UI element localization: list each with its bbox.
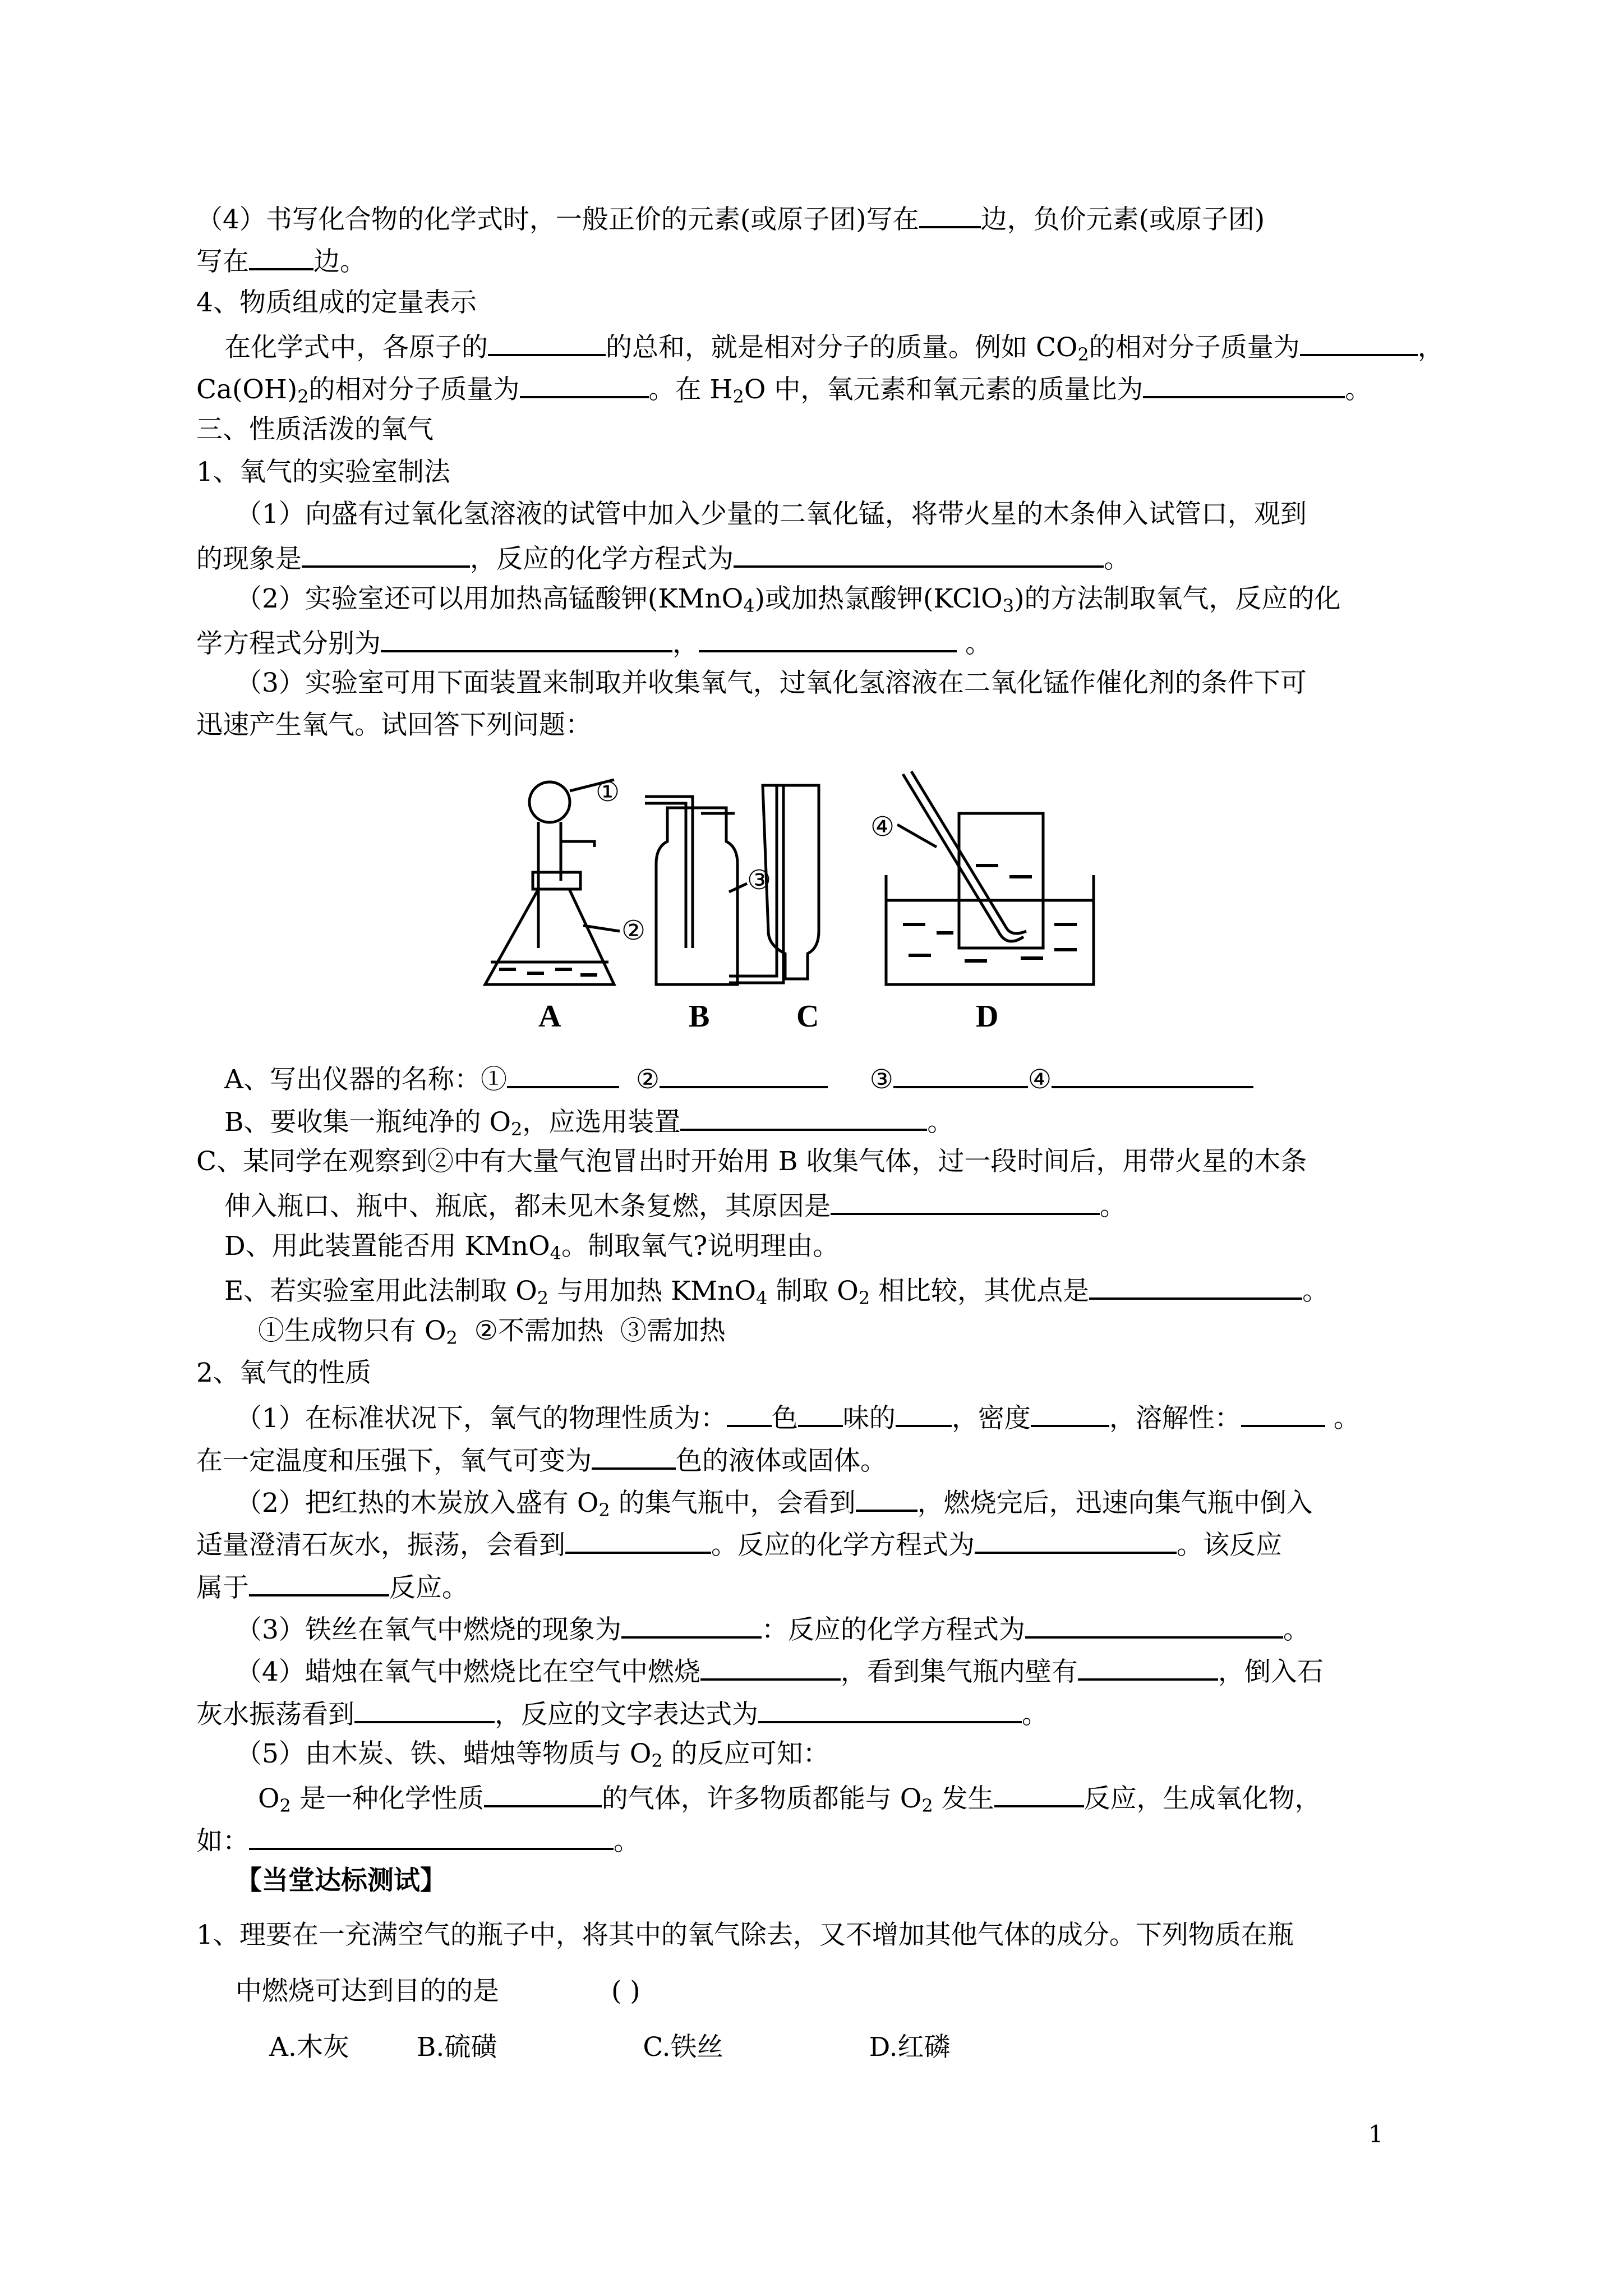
blank[interactable] bbox=[758, 1695, 1022, 1723]
blank[interactable] bbox=[621, 1611, 762, 1639]
label-d: D bbox=[976, 999, 999, 1034]
text: 。 bbox=[1333, 1403, 1360, 1434]
text: B、要收集一瓶纯净的 O bbox=[224, 1107, 511, 1138]
blank[interactable] bbox=[1143, 370, 1345, 398]
text: 。在 H bbox=[648, 374, 733, 405]
text: ，密度 bbox=[951, 1403, 1031, 1434]
blank[interactable] bbox=[1052, 1060, 1253, 1088]
apparatus-a bbox=[485, 780, 620, 984]
option-b[interactable]: B.硫磺 bbox=[416, 2032, 497, 2063]
blank[interactable] bbox=[381, 624, 672, 652]
blank[interactable] bbox=[660, 1060, 828, 1088]
option-c[interactable]: C.铁丝 bbox=[643, 2032, 723, 2063]
text: )的方法制取氧气，反应的化 bbox=[1014, 583, 1341, 614]
subscript: 3 bbox=[1002, 595, 1015, 616]
text: )或加热氯酸钾(KClO bbox=[754, 583, 1003, 614]
part3-title: 三、性质活泼的氧气 bbox=[196, 414, 434, 445]
p2-line3 bbox=[196, 1568, 468, 1605]
water-trough bbox=[886, 875, 1094, 984]
option-d[interactable]: D.红磷 bbox=[869, 2032, 951, 2063]
text: 是一种化学性质 bbox=[291, 1783, 484, 1814]
text: （3）铁丝在氧气中燃烧的现象为 bbox=[236, 1614, 621, 1645]
text: （2）把红热的木炭放入盛有 O bbox=[236, 1488, 599, 1519]
text: 适量澄清石灰水，振荡，会看到 bbox=[196, 1530, 565, 1561]
text: 发生 bbox=[933, 1783, 994, 1814]
q1-line1: （1）向盛有过氧化氢溶液的试管中加入少量的二氧化锰，将带火星的木条伸入试管口，观到 bbox=[236, 499, 1307, 530]
collecting-jar bbox=[959, 813, 1043, 948]
text: 的相对分子质量为 bbox=[308, 374, 520, 405]
label-a: A bbox=[538, 999, 561, 1034]
text: 。 bbox=[1104, 544, 1130, 574]
text: 的相对分子质量为 bbox=[1089, 332, 1300, 363]
text: 味的 bbox=[842, 1403, 896, 1434]
subscript: 2 bbox=[858, 1287, 870, 1309]
text: 。该反应 bbox=[1177, 1530, 1282, 1561]
part3-sub1: 1、氧气的实验室制法 bbox=[196, 457, 450, 487]
text: 。制取氧气?说明理由。 bbox=[561, 1231, 840, 1262]
option-1: ①生成物只有 O bbox=[258, 1315, 446, 1346]
subscript: 2 bbox=[511, 1119, 523, 1140]
blank[interactable] bbox=[1031, 1399, 1109, 1427]
text: 与用加热 KMnO bbox=[548, 1276, 757, 1306]
text: ② bbox=[635, 1064, 660, 1095]
p1-line2 bbox=[196, 1442, 887, 1478]
blank[interactable] bbox=[734, 540, 1104, 568]
sub2-title: 2、氧气的性质 bbox=[196, 1358, 371, 1388]
text: 。 bbox=[957, 628, 992, 659]
text: 中燃烧可达到目的的是 bbox=[236, 1976, 499, 2007]
blank[interactable] bbox=[1300, 328, 1418, 356]
test-q1-line2 bbox=[236, 1975, 640, 2008]
blank[interactable] bbox=[856, 1484, 917, 1512]
qB-line bbox=[224, 1103, 953, 1139]
text: 。 bbox=[1100, 1191, 1126, 1222]
page-number: 1 bbox=[1368, 2120, 1384, 2148]
text: 灰水振荡看到 bbox=[196, 1699, 354, 1730]
section4-title: 4、物质组成的定量表示 bbox=[196, 287, 477, 318]
answer-bracket[interactable]: ( ) bbox=[611, 1976, 640, 2007]
section4-line2 bbox=[196, 370, 1371, 407]
blank[interactable] bbox=[488, 328, 606, 356]
marker-3: ③ bbox=[747, 866, 772, 895]
option-2: ②不需加热 bbox=[474, 1315, 603, 1346]
text: 在一定温度和压强下，氧气可变为 bbox=[196, 1446, 592, 1476]
blank[interactable] bbox=[565, 1526, 711, 1554]
blank[interactable] bbox=[896, 1399, 952, 1427]
text: ，应选用装置 bbox=[522, 1107, 681, 1138]
blank[interactable] bbox=[302, 540, 470, 568]
text: 色 bbox=[771, 1403, 798, 1434]
text: ，反应的化学方程式为 bbox=[470, 544, 734, 574]
blank[interactable] bbox=[1241, 1399, 1325, 1427]
qE-line bbox=[224, 1272, 1329, 1308]
text: 的总和，就是相对分子的质量。例如 CO bbox=[606, 332, 1078, 363]
p2-line2 bbox=[196, 1526, 1282, 1562]
test-q1-options bbox=[269, 2031, 951, 2064]
p5-line2 bbox=[258, 1779, 1321, 1816]
text: ，倒入石 bbox=[1218, 1657, 1324, 1687]
blank[interactable] bbox=[1078, 1653, 1218, 1681]
text: 色的液体或固体。 bbox=[676, 1446, 887, 1476]
marker-2: ② bbox=[621, 916, 646, 946]
text: 边。 bbox=[313, 246, 366, 277]
subscript: 4 bbox=[756, 1287, 768, 1309]
text: 。 bbox=[614, 1826, 640, 1857]
test-q1-line1: 1、理要在一充满空气的瓶子中，将其中的氧气除去，又不增加其他气体的成分。下列物质在瓶 bbox=[196, 1920, 1294, 1950]
item4-line2 bbox=[196, 242, 366, 279]
qC-line2 bbox=[224, 1187, 1126, 1223]
text: （4）蜡烛在氧气中燃烧比在空气中燃烧 bbox=[236, 1657, 700, 1687]
text: 。反应的化学方程式为 bbox=[711, 1530, 975, 1561]
gas-bottle bbox=[656, 808, 737, 984]
text: ：反应的化学方程式为 bbox=[761, 1614, 1025, 1645]
text: 属于 bbox=[196, 1572, 249, 1603]
qD-line bbox=[224, 1230, 839, 1263]
blank[interactable] bbox=[919, 200, 981, 228]
apparatus-d bbox=[886, 771, 1094, 984]
subscript: 2 bbox=[1077, 344, 1089, 365]
text: （2）实验室还可以用加热高锰酸钾(KMnO bbox=[236, 583, 744, 614]
subscript: 4 bbox=[550, 1243, 562, 1264]
text: O 中，氧元素和氧元素的质量比为 bbox=[744, 374, 1144, 405]
liquid-a bbox=[499, 968, 597, 977]
text: ，反应的文字表达式为 bbox=[495, 1699, 758, 1730]
text: 的集气瓶中，会看到 bbox=[610, 1488, 856, 1519]
blank[interactable] bbox=[1025, 1611, 1283, 1639]
text: O bbox=[258, 1783, 280, 1814]
subscript: 2 bbox=[598, 1499, 610, 1521]
text: 相比较，其优点是 bbox=[870, 1276, 1090, 1306]
text: 。 bbox=[1302, 1276, 1329, 1306]
label-b: B bbox=[689, 999, 710, 1034]
blank[interactable] bbox=[1089, 1272, 1302, 1300]
blank[interactable] bbox=[699, 624, 957, 652]
blank[interactable] bbox=[520, 370, 649, 398]
apparatus-b bbox=[645, 797, 747, 984]
qC-line1: C、某同学在观察到②中有大量气泡冒出时开始用 B 收集气体，过一段时间后，用带火星的木条 bbox=[196, 1146, 1307, 1177]
text: ④ bbox=[1027, 1064, 1052, 1095]
subscript: 2 bbox=[537, 1287, 549, 1309]
item4-line1 bbox=[196, 200, 1265, 237]
text: 在化学式中，各原子的 bbox=[224, 332, 488, 363]
blank[interactable] bbox=[592, 1442, 676, 1470]
apparatus-figure bbox=[471, 763, 1166, 1038]
text: 的现象是 bbox=[196, 544, 302, 574]
text: ，燃烧完后，迅速向集气瓶中倒入 bbox=[917, 1488, 1313, 1519]
text: ， bbox=[672, 628, 699, 659]
q1-line2 bbox=[196, 540, 1130, 576]
text: 边，负价元素(或原子团) bbox=[980, 204, 1265, 235]
blank[interactable] bbox=[507, 1060, 619, 1088]
subscript: 2 bbox=[732, 386, 744, 407]
blank[interactable] bbox=[354, 1695, 495, 1723]
text: ③ bbox=[869, 1064, 893, 1095]
marker-4: ④ bbox=[870, 812, 895, 842]
option-a[interactable]: A.木灰 bbox=[269, 2032, 349, 2063]
p4-line1 bbox=[236, 1653, 1324, 1689]
label-c: C bbox=[796, 999, 819, 1034]
text: ，溶解性： bbox=[1109, 1403, 1241, 1434]
blank[interactable] bbox=[680, 1103, 927, 1131]
subscript: 2 bbox=[921, 1795, 933, 1816]
text: ， bbox=[1417, 332, 1444, 363]
text: E、若实验室用此法制取 O bbox=[224, 1276, 537, 1306]
text: 。 bbox=[927, 1107, 954, 1138]
blank[interactable] bbox=[831, 1187, 1100, 1215]
text: A、写出仪器的名称：① bbox=[224, 1064, 507, 1095]
text: 写在 bbox=[196, 246, 249, 277]
text: 学方程式分别为 bbox=[196, 628, 381, 659]
p5-line3 bbox=[196, 1822, 640, 1858]
text: 的反应可知： bbox=[662, 1738, 829, 1769]
p1-line1 bbox=[236, 1399, 1360, 1435]
blank[interactable] bbox=[727, 1399, 772, 1427]
funnel-bulb bbox=[529, 782, 570, 822]
option-3: ③需加热 bbox=[620, 1315, 726, 1346]
blank[interactable] bbox=[975, 1526, 1177, 1554]
p4-line2 bbox=[196, 1695, 1048, 1732]
blank[interactable] bbox=[249, 242, 313, 270]
blank[interactable] bbox=[798, 1399, 843, 1427]
text: 。 bbox=[1022, 1699, 1048, 1730]
text: （1）在标准状况下，氧气的物理性质为： bbox=[236, 1403, 727, 1434]
p3-line bbox=[236, 1611, 1310, 1647]
text: ，看到集气瓶内壁有 bbox=[840, 1657, 1078, 1687]
subscript: 2 bbox=[446, 1327, 458, 1349]
text: Ca(OH) bbox=[196, 374, 298, 405]
test-title: 【当堂达标测试】 bbox=[236, 1865, 446, 1896]
text: （5）由木炭、铁、蜡烛等物质与 O bbox=[236, 1738, 652, 1769]
text: （4）书写化合物的化学式时，一般正价的元素(或原子团)写在 bbox=[196, 204, 919, 235]
text: 。 bbox=[1283, 1614, 1310, 1645]
text: 反应，生成氧化物， bbox=[1083, 1783, 1321, 1814]
qA-line bbox=[224, 1060, 1253, 1097]
text: 。 bbox=[1345, 374, 1372, 405]
qE-options bbox=[258, 1314, 726, 1348]
blank[interactable] bbox=[249, 1822, 614, 1850]
blank[interactable] bbox=[893, 1060, 1028, 1088]
blank[interactable] bbox=[484, 1779, 602, 1807]
text: 如： bbox=[196, 1826, 249, 1857]
text: 伸入瓶口、瓶中、瓶底，都未见木条复燃，其原因是 bbox=[224, 1191, 831, 1222]
text: 反应。 bbox=[389, 1572, 468, 1603]
marker-1: ① bbox=[596, 777, 620, 807]
section4-line1 bbox=[224, 328, 1444, 365]
q2-line1 bbox=[236, 582, 1340, 616]
subscript: 2 bbox=[651, 1750, 663, 1772]
subscript: 2 bbox=[279, 1795, 291, 1816]
subscript: 2 bbox=[297, 386, 309, 407]
text: 的气体，许多物质都能与 O bbox=[601, 1783, 922, 1814]
text: D、用此装置能否用 KMnO bbox=[224, 1231, 550, 1262]
q3-line1: （3）实验室可用下面装置来制取并收集氧气，过氧化氢溶液在二氧化锰作催化剂的条件下可 bbox=[236, 668, 1307, 698]
p2-line1 bbox=[236, 1484, 1313, 1520]
blank[interactable] bbox=[994, 1779, 1084, 1807]
p5-line1 bbox=[236, 1737, 829, 1771]
subscript: 4 bbox=[743, 595, 755, 616]
blank[interactable] bbox=[249, 1568, 389, 1596]
q2-line2 bbox=[196, 624, 992, 661]
blank[interactable] bbox=[700, 1653, 841, 1681]
text: 制取 O bbox=[767, 1276, 859, 1306]
q3-line2: 迅速产生氧气。试回答下列问题： bbox=[196, 710, 592, 740]
